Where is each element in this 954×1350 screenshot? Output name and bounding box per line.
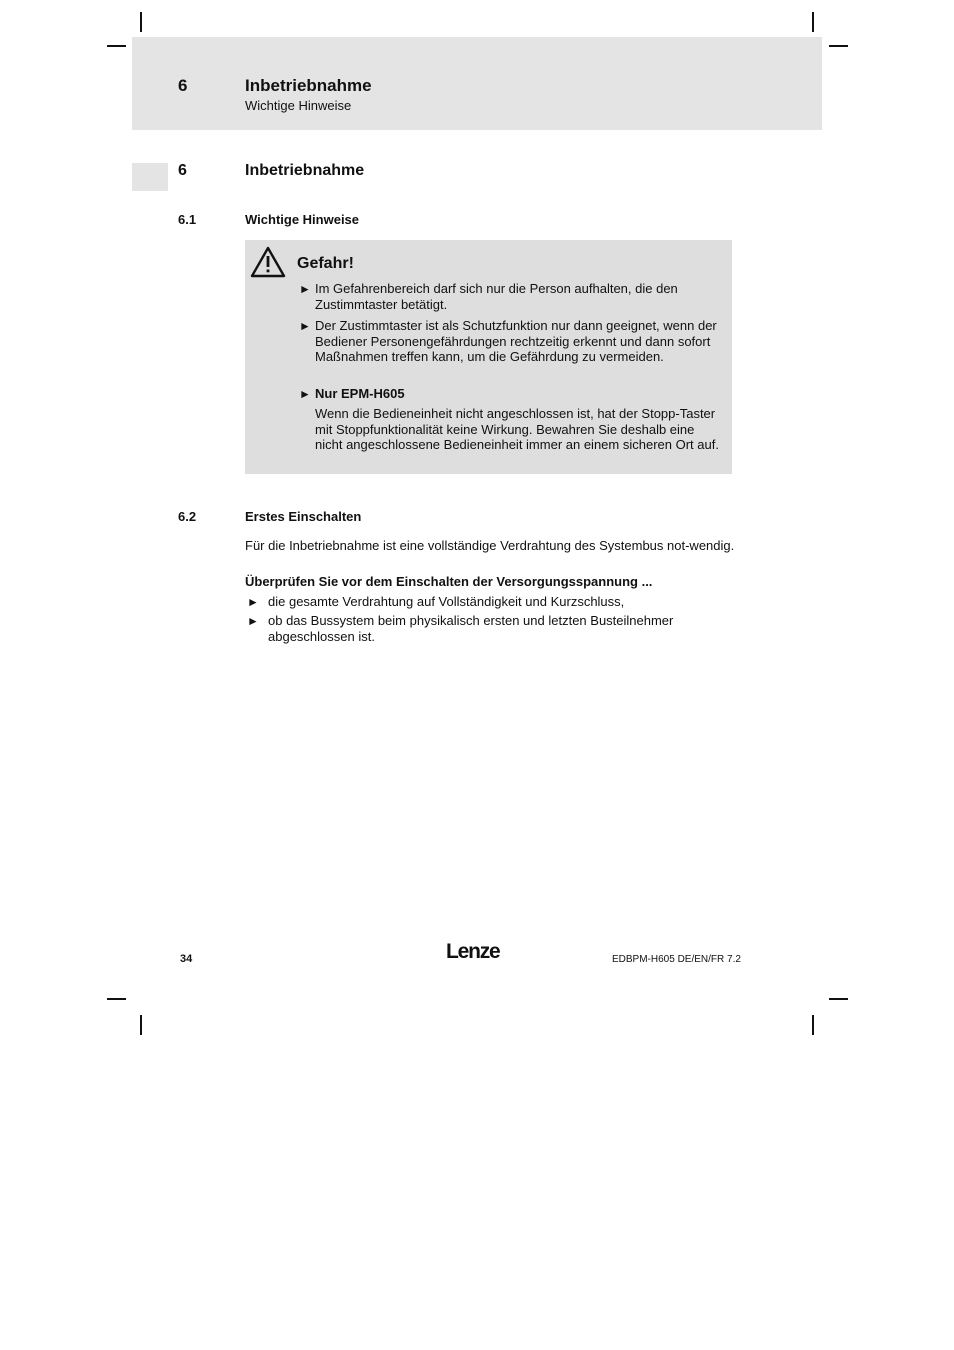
header-chapter-number: 6 <box>178 76 188 95</box>
bullet-arrow-icon: ► <box>247 614 259 628</box>
check-heading: Überprüfen Sie vor dem Einschalten der Versorgungsspannung ... <box>245 574 653 589</box>
section-number: 6.1 <box>178 212 197 227</box>
header-chapter-title: Inbetriebnahme <box>245 76 372 95</box>
header-section-subtitle: Wichtige Hinweise <box>245 98 352 113</box>
danger-item: Der Zustimmtaster ist als Schutzfunktion nur dann geeignet, wenn der Bediener Personengefährdungen rechtzeitig erkennt und dann sofort Maßnahmen treffen kann, um die Gefährdung zu vermeiden. <box>315 318 717 365</box>
section-title: Wichtige Hinweise <box>245 212 360 227</box>
crop-mark <box>829 45 848 47</box>
danger-item: Wenn die Bedieneinheit nicht angeschlossen ist, hat der Stopp-Taster mit Stoppfunktionalität keine Wirkung. Bewahren Sie deshalb eine nicht angeschlossene Bedieneinheit immer an einem sicheren Ort auf. <box>315 406 719 453</box>
lenze-logo: Lenze <box>446 940 500 963</box>
section-number: 6.2 <box>178 509 197 524</box>
crop-mark <box>107 998 126 1000</box>
bullet-arrow-icon: ► <box>299 319 311 333</box>
running-header <box>132 37 822 130</box>
bullet-arrow-icon: ► <box>299 282 311 296</box>
list-item: die gesamte Verdrahtung auf Vollständigkeit und Kurzschluss, <box>268 594 625 609</box>
document-id: EDBPM-H605 DE/EN/FR 7.2 <box>612 954 741 965</box>
chapter-number: 6 <box>178 162 187 179</box>
danger-title: Gefahr! <box>297 255 354 272</box>
crop-mark <box>812 12 814 32</box>
list-item: ob das Bussystem beim physikalisch ersten und letzten Busteilnehmer abgeschlossen ist. <box>268 613 674 644</box>
page-number: 34 <box>180 953 193 965</box>
crop-mark <box>812 1015 814 1035</box>
bullet-arrow-icon: ► <box>299 387 311 401</box>
crop-mark <box>140 12 142 32</box>
danger-item: Im Gefahrenbereich darf sich nur die Person aufhalten, die den Zustimmtaster betätigt. <box>315 281 678 312</box>
warning-triangle-icon <box>250 246 286 278</box>
chapter-title: Inbetriebnahme <box>245 162 365 179</box>
crop-mark <box>107 45 126 47</box>
chapter-side-tab <box>132 163 168 191</box>
intro-paragraph: Für die Inbetriebnahme ist eine vollständige Verdrahtung des Systembus not-wendig. <box>245 538 735 553</box>
crop-mark <box>140 1015 142 1035</box>
bullet-arrow-icon: ► <box>247 595 259 609</box>
section-title: Erstes Einschalten <box>245 509 362 524</box>
crop-mark <box>829 998 848 1000</box>
danger-item-heading: Nur EPM-H605 <box>315 386 405 401</box>
